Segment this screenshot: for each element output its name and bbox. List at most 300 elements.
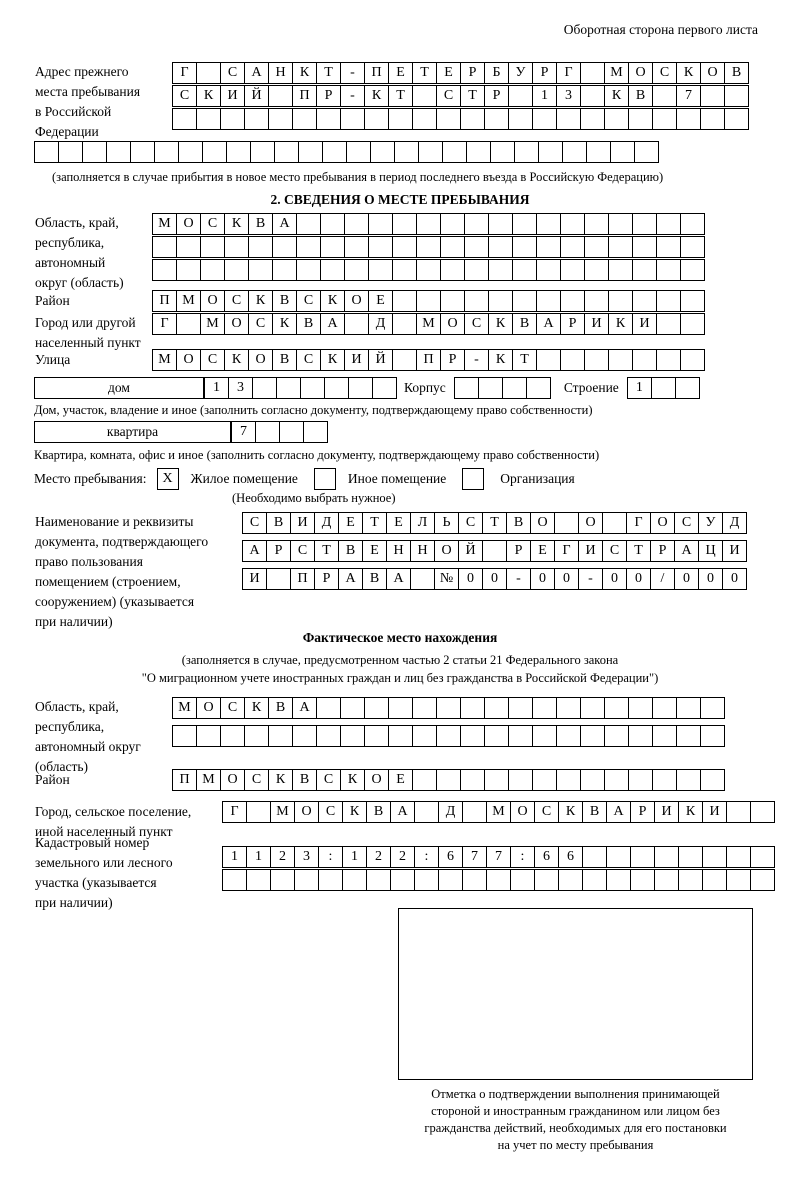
char-cell[interactable]: С (534, 801, 559, 823)
char-cell[interactable] (604, 108, 629, 130)
char-cell[interactable] (584, 213, 609, 235)
char-cell[interactable] (370, 141, 395, 163)
char-cell[interactable]: 1 (627, 377, 652, 399)
char-cell[interactable] (292, 725, 317, 747)
char-cell[interactable]: О (510, 801, 535, 823)
document-row-1[interactable] (242, 512, 746, 534)
char-cell[interactable] (34, 141, 59, 163)
char-cell[interactable] (608, 349, 633, 371)
char-cell[interactable]: 0 (698, 568, 723, 590)
char-cell[interactable]: Т (388, 85, 413, 107)
char-cell[interactable] (560, 349, 585, 371)
char-cell[interactable]: Ь (434, 512, 459, 534)
char-cell[interactable] (368, 259, 393, 281)
char-cell[interactable] (320, 213, 345, 235)
korpus-cells[interactable] (454, 377, 550, 399)
char-cell[interactable] (418, 141, 443, 163)
char-cell[interactable]: Е (368, 290, 393, 312)
char-cell[interactable]: А (390, 801, 415, 823)
char-cell[interactable]: Р (630, 801, 655, 823)
char-cell[interactable] (388, 108, 413, 130)
char-cell[interactable] (628, 769, 653, 791)
char-cell[interactable]: - (578, 568, 603, 590)
char-cell[interactable]: В (272, 290, 297, 312)
char-cell[interactable] (560, 290, 585, 312)
char-cell[interactable]: К (196, 85, 221, 107)
char-cell[interactable] (248, 259, 273, 281)
char-cell[interactable] (512, 290, 537, 312)
char-cell[interactable] (268, 108, 293, 130)
char-cell[interactable]: С (242, 512, 267, 534)
char-cell[interactable]: С (200, 349, 225, 371)
char-cell[interactable]: Т (626, 540, 651, 562)
char-cell[interactable] (488, 236, 513, 258)
char-cell[interactable]: Р (266, 540, 291, 562)
char-cell[interactable] (484, 108, 509, 130)
char-cell[interactable]: Г (626, 512, 651, 534)
char-cell[interactable] (316, 725, 341, 747)
char-cell[interactable] (702, 846, 727, 868)
char-cell[interactable]: Ц (698, 540, 723, 562)
char-cell[interactable]: 1 (342, 846, 367, 868)
char-cell[interactable]: Т (412, 62, 437, 84)
char-cell[interactable]: Г (222, 801, 247, 823)
char-cell[interactable] (248, 236, 273, 258)
char-cell[interactable]: 0 (626, 568, 651, 590)
char-cell[interactable]: Т (512, 349, 537, 371)
char-cell[interactable] (630, 846, 655, 868)
char-cell[interactable] (651, 377, 676, 399)
char-cell[interactable] (580, 62, 605, 84)
char-cell[interactable] (436, 769, 461, 791)
char-cell[interactable]: П (290, 568, 315, 590)
char-cell[interactable] (586, 141, 611, 163)
char-cell[interactable]: 1 (222, 846, 247, 868)
actual-region-row-1[interactable] (172, 697, 724, 719)
char-cell[interactable] (300, 377, 325, 399)
char-cell[interactable] (536, 290, 561, 312)
char-cell[interactable] (316, 108, 341, 130)
char-cell[interactable] (608, 259, 633, 281)
char-cell[interactable] (532, 697, 557, 719)
char-cell[interactable] (368, 236, 393, 258)
char-cell[interactable]: М (486, 801, 511, 823)
char-cell[interactable]: С (224, 290, 249, 312)
char-cell[interactable] (560, 259, 585, 281)
char-cell[interactable]: М (172, 697, 197, 719)
char-cell[interactable] (656, 349, 681, 371)
char-cell[interactable]: А (606, 801, 631, 823)
char-cell[interactable] (268, 85, 293, 107)
char-cell[interactable] (488, 290, 513, 312)
char-cell[interactable] (680, 313, 705, 335)
char-cell[interactable]: О (434, 540, 459, 562)
char-cell[interactable] (580, 725, 605, 747)
char-cell[interactable]: И (722, 540, 747, 562)
char-cell[interactable] (436, 697, 461, 719)
char-cell[interactable]: Е (388, 769, 413, 791)
checkbox-residential[interactable]: X (157, 468, 179, 490)
char-cell[interactable] (324, 377, 349, 399)
section2-city-row[interactable] (152, 313, 704, 335)
char-cell[interactable] (508, 85, 533, 107)
char-cell[interactable] (388, 697, 413, 719)
char-cell[interactable] (676, 108, 701, 130)
char-cell[interactable]: В (582, 801, 607, 823)
char-cell[interactable]: 7 (676, 85, 701, 107)
char-cell[interactable]: Д (368, 313, 393, 335)
char-cell[interactable]: О (344, 290, 369, 312)
char-cell[interactable] (460, 108, 485, 130)
char-cell[interactable]: П (416, 349, 441, 371)
char-cell[interactable]: Н (386, 540, 411, 562)
char-cell[interactable] (726, 846, 751, 868)
char-cell[interactable] (502, 377, 527, 399)
char-cell[interactable] (412, 769, 437, 791)
char-cell[interactable]: С (220, 62, 245, 84)
char-cell[interactable]: 3 (228, 377, 253, 399)
char-cell[interactable] (700, 85, 725, 107)
char-cell[interactable]: С (316, 769, 341, 791)
char-cell[interactable] (292, 108, 317, 130)
char-cell[interactable] (410, 568, 435, 590)
char-cell[interactable] (200, 236, 225, 258)
char-cell[interactable] (486, 869, 511, 891)
char-cell[interactable] (724, 85, 749, 107)
char-cell[interactable]: О (700, 62, 725, 84)
stamp-box[interactable] (398, 908, 753, 1080)
char-cell[interactable]: О (200, 290, 225, 312)
char-cell[interactable]: М (196, 769, 221, 791)
char-cell[interactable] (392, 236, 417, 258)
char-cell[interactable]: П (364, 62, 389, 84)
char-cell[interactable] (652, 108, 677, 130)
char-cell[interactable]: О (578, 512, 603, 534)
char-cell[interactable]: 2 (270, 846, 295, 868)
char-cell[interactable]: 1 (532, 85, 557, 107)
section2-district-row[interactable] (152, 290, 704, 312)
char-cell[interactable]: Р (650, 540, 675, 562)
char-cell[interactable]: С (200, 213, 225, 235)
checkbox-other-premises[interactable] (314, 468, 336, 490)
char-cell[interactable] (178, 141, 203, 163)
char-cell[interactable] (436, 108, 461, 130)
char-cell[interactable] (464, 236, 489, 258)
char-cell[interactable] (296, 213, 321, 235)
char-cell[interactable]: К (558, 801, 583, 823)
char-cell[interactable] (276, 377, 301, 399)
char-cell[interactable] (274, 141, 299, 163)
char-cell[interactable]: М (152, 349, 177, 371)
char-cell[interactable] (606, 846, 631, 868)
char-cell[interactable] (250, 141, 275, 163)
char-cell[interactable]: С (290, 540, 315, 562)
char-cell[interactable] (536, 213, 561, 235)
char-cell[interactable] (484, 725, 509, 747)
char-cell[interactable] (560, 236, 585, 258)
char-cell[interactable]: Р (532, 62, 557, 84)
char-cell[interactable]: 0 (602, 568, 627, 590)
char-cell[interactable] (700, 725, 725, 747)
char-cell[interactable] (272, 259, 297, 281)
char-cell[interactable] (388, 725, 413, 747)
char-cell[interactable] (412, 725, 437, 747)
char-cell[interactable]: Г (554, 540, 579, 562)
char-cell[interactable] (584, 236, 609, 258)
char-cell[interactable]: А (272, 213, 297, 235)
char-cell[interactable] (526, 377, 551, 399)
char-cell[interactable]: 0 (674, 568, 699, 590)
char-cell[interactable]: Й (244, 85, 269, 107)
char-cell[interactable] (680, 236, 705, 258)
char-cell[interactable] (414, 869, 439, 891)
char-cell[interactable] (340, 697, 365, 719)
char-cell[interactable]: К (244, 697, 269, 719)
char-cell[interactable]: А (242, 540, 267, 562)
char-cell[interactable]: И (344, 349, 369, 371)
char-cell[interactable] (556, 725, 581, 747)
char-cell[interactable]: Р (314, 568, 339, 590)
char-cell[interactable]: Д (314, 512, 339, 534)
char-cell[interactable] (584, 259, 609, 281)
char-cell[interactable]: В (266, 512, 291, 534)
char-cell[interactable]: Е (388, 62, 413, 84)
char-cell[interactable] (536, 349, 561, 371)
char-cell[interactable]: Д (438, 801, 463, 823)
char-cell[interactable]: А (320, 313, 345, 335)
char-cell[interactable]: - (464, 349, 489, 371)
char-cell[interactable]: Т (316, 62, 341, 84)
char-cell[interactable] (608, 290, 633, 312)
char-cell[interactable]: У (698, 512, 723, 534)
char-cell[interactable]: О (364, 769, 389, 791)
char-cell[interactable]: 0 (722, 568, 747, 590)
char-cell[interactable]: П (172, 769, 197, 791)
char-cell[interactable] (678, 846, 703, 868)
char-cell[interactable] (266, 568, 291, 590)
char-cell[interactable]: М (200, 313, 225, 335)
char-cell[interactable]: Е (436, 62, 461, 84)
char-cell[interactable]: М (152, 213, 177, 235)
char-cell[interactable] (508, 697, 533, 719)
char-cell[interactable] (368, 213, 393, 235)
prev-address-row-1[interactable] (172, 62, 748, 84)
char-cell[interactable]: С (602, 540, 627, 562)
char-cell[interactable] (532, 108, 557, 130)
char-cell[interactable] (534, 869, 559, 891)
char-cell[interactable] (750, 869, 775, 891)
char-cell[interactable] (510, 869, 535, 891)
char-cell[interactable]: Т (314, 540, 339, 562)
char-cell[interactable] (320, 259, 345, 281)
checkbox-organization[interactable] (462, 468, 484, 490)
char-cell[interactable]: № (434, 568, 459, 590)
char-cell[interactable]: 6 (438, 846, 463, 868)
flat-cells[interactable] (231, 421, 327, 443)
char-cell[interactable] (656, 236, 681, 258)
char-cell[interactable] (608, 213, 633, 235)
char-cell[interactable] (152, 259, 177, 281)
char-cell[interactable] (226, 141, 251, 163)
char-cell[interactable] (675, 377, 700, 399)
char-cell[interactable] (392, 349, 417, 371)
char-cell[interactable]: Е (386, 512, 411, 534)
char-cell[interactable] (628, 697, 653, 719)
char-cell[interactable] (364, 725, 389, 747)
char-cell[interactable]: К (292, 62, 317, 84)
char-cell[interactable]: К (320, 290, 345, 312)
char-cell[interactable] (224, 236, 249, 258)
char-cell[interactable]: / (650, 568, 675, 590)
stroenie-cells[interactable] (627, 377, 699, 399)
prev-address-row-3[interactable] (172, 108, 748, 130)
char-cell[interactable] (652, 85, 677, 107)
char-cell[interactable]: У (508, 62, 533, 84)
char-cell[interactable] (532, 769, 557, 791)
char-cell[interactable] (366, 869, 391, 891)
char-cell[interactable] (512, 236, 537, 258)
char-cell[interactable] (82, 141, 107, 163)
char-cell[interactable] (252, 377, 277, 399)
char-cell[interactable]: : (510, 846, 535, 868)
char-cell[interactable]: 7 (231, 421, 256, 443)
char-cell[interactable]: 3 (556, 85, 581, 107)
char-cell[interactable] (246, 801, 271, 823)
char-cell[interactable]: О (176, 349, 201, 371)
char-cell[interactable] (392, 290, 417, 312)
char-cell[interactable] (632, 236, 657, 258)
char-cell[interactable]: О (224, 313, 249, 335)
char-cell[interactable] (554, 512, 579, 534)
char-cell[interactable] (678, 869, 703, 891)
char-cell[interactable]: 6 (558, 846, 583, 868)
char-cell[interactable]: О (650, 512, 675, 534)
char-cell[interactable]: В (628, 85, 653, 107)
char-cell[interactable]: К (248, 290, 273, 312)
char-cell[interactable]: М (270, 801, 295, 823)
char-cell[interactable] (202, 141, 227, 163)
char-cell[interactable]: 3 (294, 846, 319, 868)
char-cell[interactable] (176, 236, 201, 258)
char-cell[interactable]: К (342, 801, 367, 823)
char-cell[interactable] (632, 259, 657, 281)
char-cell[interactable] (724, 108, 749, 130)
char-cell[interactable] (656, 213, 681, 235)
char-cell[interactable] (255, 421, 280, 443)
char-cell[interactable] (172, 108, 197, 130)
char-cell[interactable]: К (488, 349, 513, 371)
char-cell[interactable] (392, 259, 417, 281)
char-cell[interactable] (364, 108, 389, 130)
char-cell[interactable] (538, 141, 563, 163)
char-cell[interactable] (484, 697, 509, 719)
char-cell[interactable] (508, 108, 533, 130)
char-cell[interactable]: К (678, 801, 703, 823)
char-cell[interactable] (176, 259, 201, 281)
char-cell[interactable] (344, 236, 369, 258)
char-cell[interactable]: И (632, 313, 657, 335)
char-cell[interactable]: О (440, 313, 465, 335)
prev-address-row-4[interactable] (34, 141, 658, 163)
char-cell[interactable] (244, 108, 269, 130)
char-cell[interactable]: А (536, 313, 561, 335)
char-cell[interactable] (628, 108, 653, 130)
char-cell[interactable] (464, 259, 489, 281)
char-cell[interactable]: А (338, 568, 363, 590)
char-cell[interactable]: М (176, 290, 201, 312)
char-cell[interactable]: В (362, 568, 387, 590)
char-cell[interactable] (508, 725, 533, 747)
char-cell[interactable]: С (172, 85, 197, 107)
char-cell[interactable]: Е (362, 540, 387, 562)
char-cell[interactable] (654, 846, 679, 868)
char-cell[interactable] (656, 313, 681, 335)
char-cell[interactable] (294, 869, 319, 891)
section2-region-row-1[interactable] (152, 213, 704, 235)
char-cell[interactable]: И (242, 568, 267, 590)
char-cell[interactable] (700, 108, 725, 130)
char-cell[interactable]: С (220, 697, 245, 719)
char-cell[interactable]: В (338, 540, 363, 562)
char-cell[interactable]: В (512, 313, 537, 335)
char-cell[interactable] (632, 349, 657, 371)
char-cell[interactable] (440, 213, 465, 235)
char-cell[interactable] (440, 259, 465, 281)
section2-region-row-2[interactable] (152, 236, 704, 258)
char-cell[interactable] (196, 62, 221, 84)
char-cell[interactable]: К (364, 85, 389, 107)
char-cell[interactable]: О (196, 697, 221, 719)
char-cell[interactable] (656, 259, 681, 281)
char-cell[interactable]: К (488, 313, 513, 335)
char-cell[interactable] (222, 869, 247, 891)
char-cell[interactable] (106, 141, 131, 163)
char-cell[interactable]: Л (410, 512, 435, 534)
char-cell[interactable]: К (272, 313, 297, 335)
char-cell[interactable] (152, 236, 177, 258)
char-cell[interactable] (412, 85, 437, 107)
char-cell[interactable]: 0 (458, 568, 483, 590)
char-cell[interactable]: С (318, 801, 343, 823)
char-cell[interactable]: О (220, 769, 245, 791)
char-cell[interactable] (680, 213, 705, 235)
char-cell[interactable] (580, 697, 605, 719)
char-cell[interactable]: 1 (204, 377, 229, 399)
char-cell[interactable]: Р (316, 85, 341, 107)
char-cell[interactable]: И (220, 85, 245, 107)
char-cell[interactable]: К (604, 85, 629, 107)
char-cell[interactable]: К (268, 769, 293, 791)
char-cell[interactable] (460, 769, 485, 791)
char-cell[interactable] (750, 846, 775, 868)
char-cell[interactable]: О (294, 801, 319, 823)
char-cell[interactable]: М (416, 313, 441, 335)
char-cell[interactable]: Р (506, 540, 531, 562)
char-cell[interactable] (320, 236, 345, 258)
char-cell[interactable] (676, 769, 701, 791)
char-cell[interactable] (390, 869, 415, 891)
char-cell[interactable]: - (340, 62, 365, 84)
char-cell[interactable] (340, 725, 365, 747)
char-cell[interactable]: 6 (534, 846, 559, 868)
char-cell[interactable] (632, 213, 657, 235)
char-cell[interactable] (488, 259, 513, 281)
char-cell[interactable] (416, 290, 441, 312)
char-cell[interactable]: С (244, 769, 269, 791)
char-cell[interactable] (628, 725, 653, 747)
char-cell[interactable] (562, 141, 587, 163)
char-cell[interactable] (442, 141, 467, 163)
